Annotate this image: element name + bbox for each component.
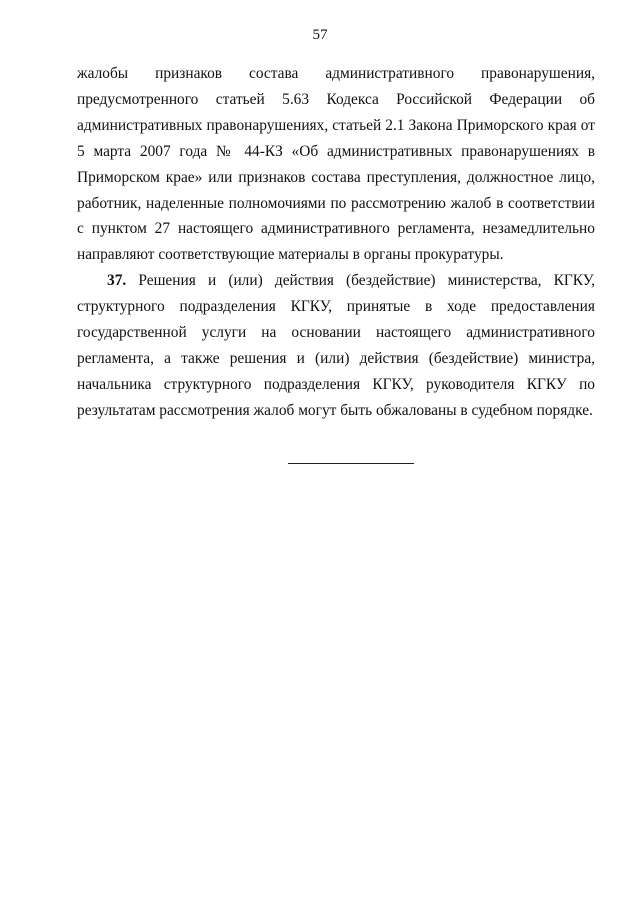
paragraph-continuation: жалобы признаков состава административного правонарушения, предусмотренного статьей 5.63 Кодекса Российской Федерации об административных правонарушениях, статьей 2.1 Закона Приморского края от 5 марта 2007 года № 44-КЗ «Об административных правонарушениях в Приморском крае» или признаков состава преступления, должностное лицо, работник, наделенные полномочиями по рассмотрению жалоб в соответствии с пунктом 27 настоящего административного регламента, незамедлительно направляют соответствующие материалы в органы прокуратуры.	[77, 65, 595, 264]
paragraph-number: 37.	[107, 272, 127, 290]
end-of-section-rule	[288, 463, 414, 464]
document-body	[77, 61, 595, 424]
page-number: 57	[312, 27, 328, 43]
paragraph-37	[77, 268, 595, 423]
paragraph-37-text: Решения и (или) действия (бездействие) министерства, КГКУ, структурного подразделения КГКУ, принятые в ходе предоставления государственной услуги на основании настоящего административного регламента, а также решения и (или) действия (бездействие) министра, начальника структурного подразделения КГКУ, руководителя КГКУ по результатам рассмотрения жалоб могут быть обжалованы в судебном порядке.	[77, 272, 595, 419]
